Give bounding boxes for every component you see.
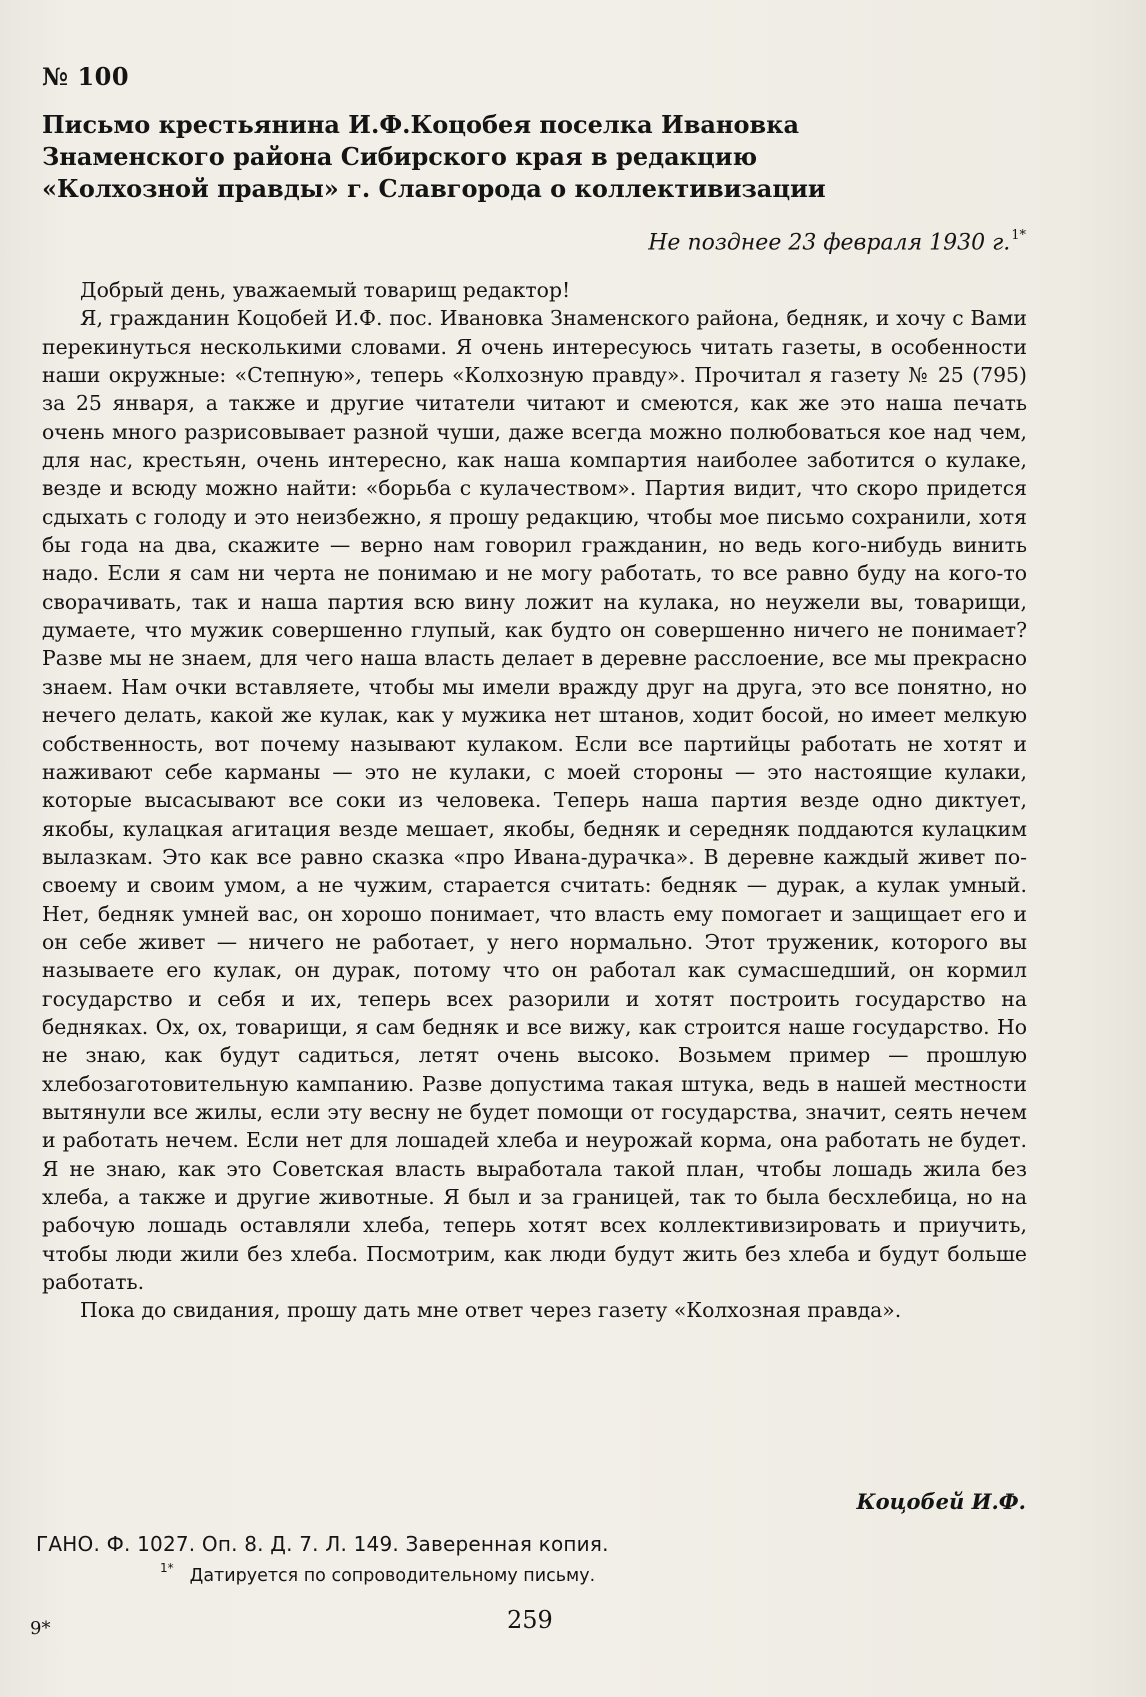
document-title (42, 109, 1052, 205)
document-date (648, 230, 1026, 255)
document-title-line: Знаменского района Сибирского края в редакцию (42, 142, 758, 171)
footnote-text: Датируется по сопроводительному письму. (189, 1565, 596, 1586)
signature: Коцобей И.Ф. (856, 1489, 1026, 1514)
archive-reference: ГАНО. Ф. 1027. Оп. 8. Д. 7. Л. 149. Заверенная копия. (36, 1532, 609, 1556)
letter-paragraph: Добрый день, уважаемый товарищ редактор! (80, 278, 571, 302)
page-number: 259 (507, 1606, 553, 1634)
footnote (160, 1563, 595, 1586)
letter-body (42, 276, 1027, 1325)
document-title-line: «Колхозной правды» г. Славгорода о коллективизации (42, 174, 826, 203)
letter-paragraph: Я, гражданин Коцобей И.Ф. пос. Ивановка Знаменского района, бедняк, и хочу с Вами перекинуться несколькими словами. Я очень интересуюсь читать газеты, в особенности наши окружные: «Степную», теперь «Колхозную правду». Прочитал я газету № 25 (795) за 25 января, а также и другие читатели читают и смеются, как же это наша печать очень много разрисовывает разной чуши, даже всегда можно полюбоваться кое над чем, для нас, крестьян, очень интересно, как наша компартия наиболее заботится о кулаке, везде и всюду можно найти: «борьба с кулачеством». Партия видит, что скоро придется сдыхать с голоду и это неизбежно, я прошу редакцию, чтобы мое письмо сохранили, хотя бы года на два, скажите — верно нам говорил гражданин, но ведь кого-нибудь винить надо. Если я сам ни черта не понимаю и не могу работать, то все равно буду на кого-то сворачивать, так и наша партия всю вину ложит на кулака, но неужели вы, товарищи, думаете, что мужик совершенно глупый, как будто он совершенно ничего не понимает? Разве мы не знаем, для чего наша власть делает в деревне расслоение, все мы прекрасно знаем. Нам очки вставляете, чтобы мы имели вражду друг на друга, это все понятно, но нечего делать, какой же кулак, как у мужика нет штанов, ходит босой, но имеет мелкую собственность, вот почему называют кулаком. Если все партийцы работать не хотят и наживают себе карманы — это не кулаки, с моей стороны — это настоящие кулаки, которые высасывают все соки из человека. Теперь наша партия везде одно диктует, якобы, кулацкая агитация везде мешает, якобы, бедняк и середняк поддаются кулацким вылазкам. Это как все равно сказка «про Ивана-дурачка». В деревне каждый живет по-своему и своим умом, а не чужим, старается считать: бедняк — дурак, а кулак умный. Нет, бедняк умней вас, он хорошо понимает, что власть ему помогает и защищает его и он себе живет — ничего не работает, у него нормально. Этот труженик, которого вы называете его кулак, он дурак, потому что он работал как сумасшедший, он кормил государство и себя и их, теперь всех разорили и хотят построить государство на бедняках. Ох, ох, товарищи, я сам бедняк и все вижу, как строится наше государство. Но не знаю, как будут садиться, летят очень высоко. Возьмем пример — прошлую хлебозаготовительную кампанию. Разве допустима такая штука, ведь в нашей местности вытянули все жилы, если эту весну не будет помощи от государства, значит, сеять нечем и работать нечем. Если нет для лошадей хлеба и неурожай корма, она работать не будет. Я не знаю, как это Советская власть выработала такой план, чтобы лошадь жила без хлеба, а также и другие животные. Я был и за границей, так то была бесхлебица, но на рабочую лошадь оставляли хлеба, теперь хотят всех коллективизировать и приучить, чтобы люди жили без хлеба. Посмотрим, как люди будут жить без хлеба и будут больше работать. (42, 306, 1027, 1295)
document-title-line: Письмо крестьянина И.Ф.Коцобея поселка Ивановка (42, 110, 800, 139)
sheet-signature-mark: 9* (30, 1618, 51, 1639)
document-number: № 100 (42, 62, 130, 91)
footnote-mark: 1* (160, 1561, 174, 1575)
date-footnote-mark: 1* (1011, 228, 1026, 243)
letter-paragraph: Пока до свидания, прошу дать мне ответ через газету «Колхозная правда». (80, 1298, 902, 1323)
document-date-text: Не позднее 23 февраля 1930 г. (648, 230, 1011, 256)
